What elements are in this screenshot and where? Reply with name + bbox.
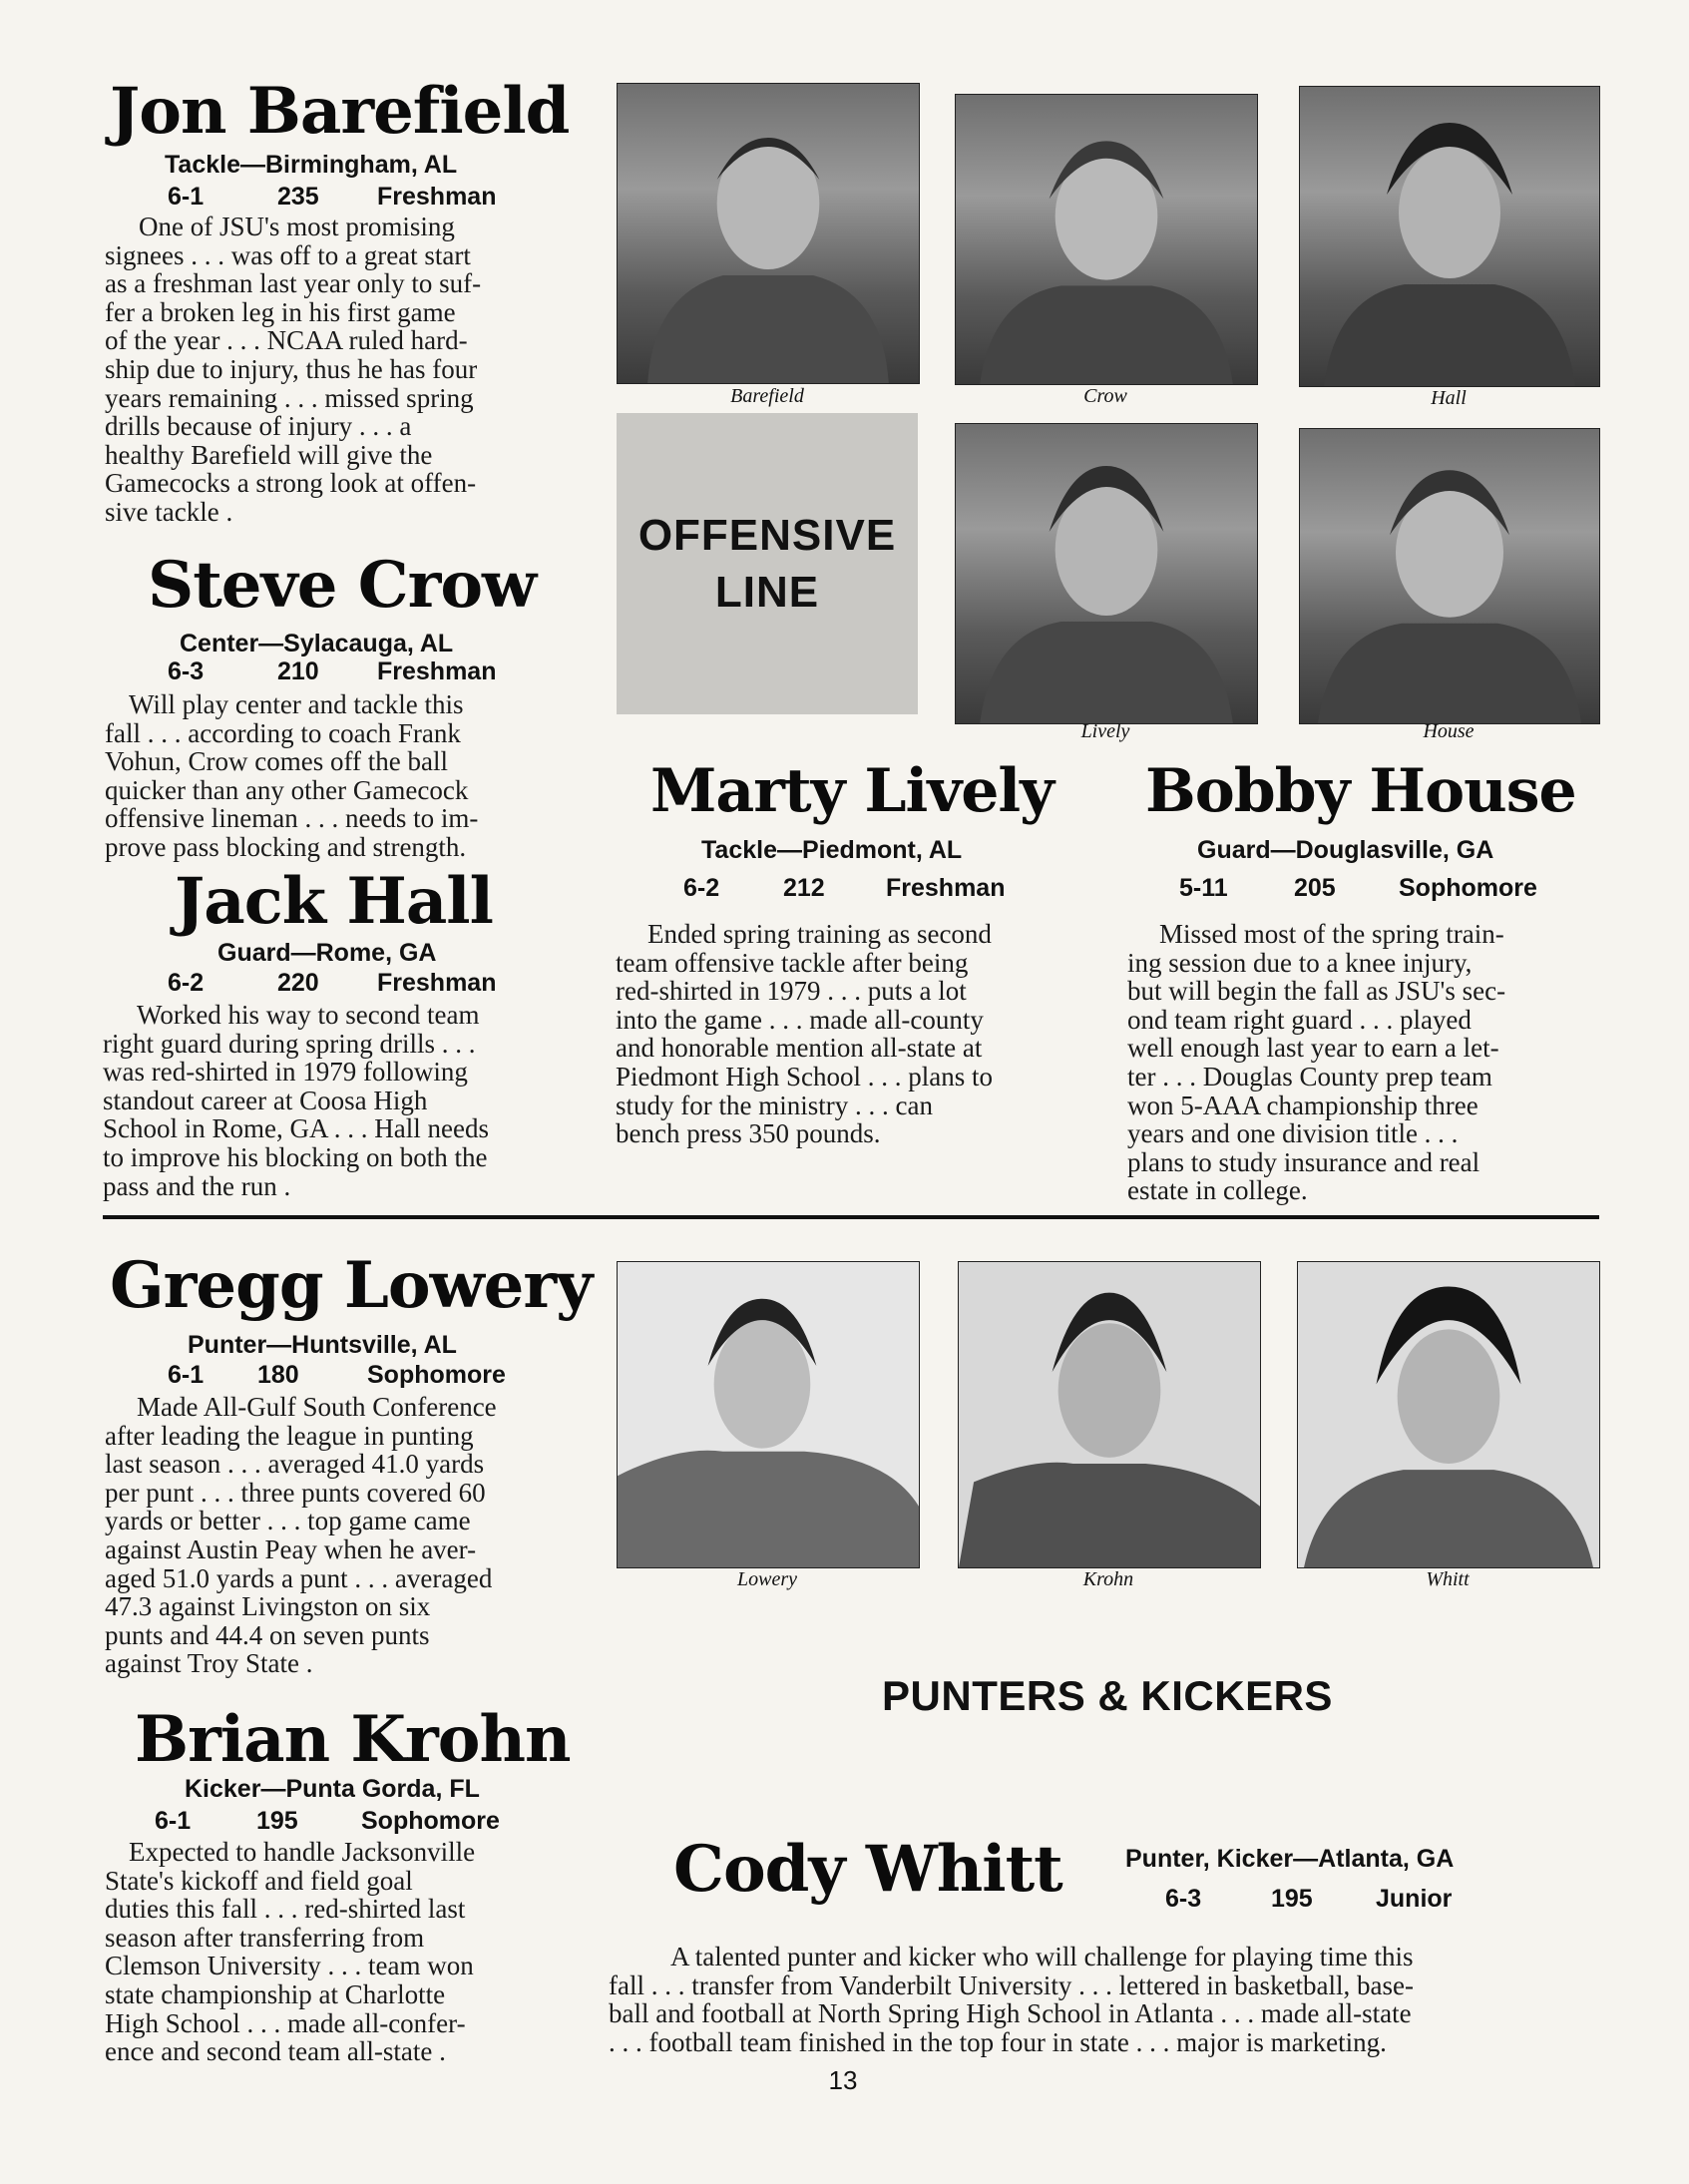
bio-line: healthy Barefield will give the (105, 439, 433, 470)
player-photo-lowery (617, 1261, 920, 1568)
bio-line: Missed most of the spring train- (1159, 919, 1504, 949)
bio-line: Will play center and tackle this (129, 689, 464, 719)
player-weight: 235 (277, 183, 319, 211)
bio-line: estate in college. (1127, 1175, 1308, 1206)
bio-line: well enough last year to earn a let- (1127, 1033, 1499, 1064)
bio-line: Clemson University . . . team won (105, 1951, 474, 1981)
player-height: 6-3 (168, 657, 205, 685)
player-bio-krohn (105, 1838, 574, 2066)
player-name-krohn: Brian Krohn (135, 1702, 571, 1777)
player-name-crow: Steve Crow (148, 548, 537, 623)
bio-line: Worked his way to second team (137, 1000, 480, 1030)
bio-line: signees . . . was off to a great start (105, 239, 471, 270)
player-stats-barefield (168, 182, 496, 212)
bio-line: quicker than any other Gamecock (105, 774, 469, 805)
player-class: Freshman (886, 874, 1006, 902)
player-weight: 180 (257, 1361, 299, 1389)
bio-line: after leading the league in punting (105, 1420, 474, 1451)
player-bio-lowery (105, 1393, 584, 1678)
bio-line: years and one division title . . . (1127, 1118, 1459, 1149)
photo-caption-house: House (1423, 720, 1475, 742)
player-position-lively: Tackle—Piedmont, AL (701, 836, 963, 864)
bio-line: yards or better . . . top game came (105, 1506, 471, 1536)
bio-line: School in Rome, GA . . . Hall needs (103, 1113, 489, 1144)
player-position-hall: Guard—Rome, GA (217, 939, 437, 967)
player-photo-crow (955, 94, 1258, 385)
player-stats-lively (683, 873, 1005, 903)
photo-caption-crow: Crow (1083, 385, 1127, 407)
player-height: 6-3 (1165, 1885, 1202, 1913)
player-bio-barefield (105, 213, 574, 527)
bio-line: 47.3 against Livingston on six (105, 1591, 431, 1622)
player-class: Sophomore (367, 1361, 506, 1389)
bio-line: drills because of injury . . . a (105, 411, 412, 442)
bio-line: standout career at Coosa High (103, 1085, 428, 1115)
portrait-icon (618, 84, 919, 383)
bio-line: aged 51.0 yards a punt . . . averaged (105, 1562, 493, 1593)
portrait-icon (956, 95, 1257, 384)
player-stats-hall (168, 968, 496, 998)
bio-line: Piedmont High School . . . plans to (616, 1061, 993, 1092)
bio-line: Ended spring training as second (647, 919, 992, 949)
player-height: 5-11 (1179, 874, 1228, 902)
player-stats-krohn (155, 1806, 500, 1836)
bio-line: Expected to handle Jacksonville (129, 1837, 476, 1867)
portrait-icon (956, 424, 1257, 723)
bio-line: punts and 44.4 on seven punts (105, 1619, 430, 1650)
bio-line: One of JSU's most promising (139, 212, 455, 241)
player-stats-whitt (1165, 1884, 1452, 1914)
player-class: Freshman (377, 657, 497, 685)
bio-line: but will begin the fall as JSU's sec- (1127, 976, 1506, 1007)
player-class: Junior (1376, 1885, 1453, 1913)
bio-line: A talented punter and kicker who will challenge for playing time this (670, 1942, 1414, 1971)
photo-caption-hall: Hall (1431, 387, 1467, 409)
player-weight: 205 (1294, 874, 1336, 902)
bio-line: red-shirted in 1979 . . . puts a lot (616, 976, 967, 1007)
bio-line: to improve his blocking on both the (103, 1141, 488, 1172)
bio-line: per punt . . . three punts covered 60 (105, 1477, 486, 1508)
bio-line: was red-shirted in 1979 following (103, 1057, 468, 1088)
player-bio-crow (105, 690, 584, 862)
offensive-line-heading-line2: LINE (714, 568, 820, 617)
player-bio-lively (616, 920, 1084, 1148)
bio-line: against Troy State . (105, 1648, 313, 1679)
player-class: Sophomore (361, 1807, 500, 1835)
portrait-icon (1298, 1262, 1599, 1567)
player-bio-whitt (609, 1943, 1606, 2056)
player-name-hall: Jack Hall (175, 864, 493, 939)
player-position-house: Guard—Douglasville, GA (1197, 836, 1494, 864)
bio-line: duties this fall . . . red-shirted last (105, 1894, 466, 1925)
page-number: 13 (828, 2065, 858, 2095)
player-class: Freshman (377, 183, 497, 211)
player-photo-house (1299, 428, 1600, 724)
player-bio-house (1127, 920, 1601, 1205)
bio-line: pass and the run . (103, 1170, 291, 1201)
punters-kickers-heading: PUNTERS & KICKERS (882, 1672, 1333, 1719)
bio-line: ence and second team all-state . (105, 2036, 446, 2067)
portrait-icon (1300, 87, 1599, 386)
player-position-lowery: Punter—Huntsville, AL (188, 1331, 457, 1359)
bio-line: against Austin Peay when he aver- (105, 1533, 477, 1564)
bio-line: right guard during spring drills . . . (103, 1028, 476, 1059)
bio-line: ond team right guard . . . played (1127, 1004, 1472, 1035)
bio-line: offensive lineman . . . needs to im- (105, 803, 479, 834)
bio-line: ing session due to a knee injury, (1127, 947, 1473, 978)
player-stats-house (1179, 873, 1537, 903)
bio-line: as a freshman last year only to suf- (105, 268, 482, 299)
player-position-whitt: Punter, Kicker—Atlanta, GA (1125, 1845, 1455, 1873)
photo-caption-whitt: Whitt (1426, 1568, 1470, 1590)
photo-caption-krohn: Krohn (1082, 1568, 1134, 1590)
player-photo-lively (955, 423, 1258, 724)
player-weight: 195 (256, 1807, 298, 1835)
player-photo-whitt (1297, 1261, 1600, 1568)
player-name-house: Bobby House (1145, 756, 1576, 826)
player-class: Freshman (377, 969, 497, 997)
player-weight: 212 (783, 874, 825, 902)
bio-line: High School . . . made all-confer- (105, 2007, 466, 2038)
player-photo-hall (1299, 86, 1600, 387)
player-name-barefield: Jon Barefield (110, 74, 570, 149)
bio-line: fer a broken leg in his first game (105, 296, 456, 327)
bio-line: last season . . . averaged 41.0 yards (105, 1449, 485, 1480)
bio-line: ter . . . Douglas County prep team (1127, 1061, 1492, 1092)
bio-line: won 5-AAA championship three (1127, 1090, 1478, 1120)
player-photo-barefield (617, 83, 920, 384)
player-bio-hall (103, 1001, 582, 1200)
player-height: 6-2 (683, 874, 720, 902)
portrait-icon (1300, 429, 1599, 723)
player-stats-crow (168, 656, 496, 686)
player-name-whitt: Cody Whitt (673, 1832, 1062, 1907)
bio-line: State's kickoff and field goal (105, 1865, 413, 1896)
player-weight: 210 (277, 657, 319, 685)
bio-line: fall . . . according to coach Frank (105, 717, 461, 748)
section-divider (103, 1215, 1599, 1219)
photo-caption-barefield: Barefield (730, 385, 804, 407)
bio-line: ship due to injury, thus he has four (105, 353, 478, 384)
bio-line: Gamecocks a strong look at offen- (105, 468, 477, 499)
player-position-krohn: Kicker—Punta Gorda, FL (185, 1775, 480, 1803)
bio-line: sive tackle . (105, 496, 233, 527)
player-weight: 220 (277, 969, 319, 997)
player-name-lively: Marty Lively (650, 756, 1055, 826)
offensive-line-heading: OFFENSIVE (637, 510, 897, 560)
player-height: 6-1 (168, 183, 205, 211)
photo-caption-lively: Lively (1080, 720, 1130, 742)
portrait-icon (618, 1262, 919, 1567)
bio-line: team offensive tackle after being (616, 947, 969, 978)
player-height: 6-1 (155, 1807, 192, 1835)
player-stats-lowery (168, 1360, 506, 1390)
player-height: 6-1 (168, 1361, 205, 1389)
player-class: Sophomore (1399, 874, 1537, 902)
player-weight: 195 (1271, 1885, 1313, 1913)
bio-line: fall . . . transfer from Vanderbilt University . . . lettered in basketball, base- (609, 1969, 1415, 2000)
offensive-line-heading-box (617, 413, 918, 714)
photo-caption-lowery: Lowery (737, 1568, 797, 1590)
bio-line: Vohun, Crow comes off the ball (105, 746, 448, 777)
player-photo-krohn (958, 1261, 1261, 1568)
bio-line: . . . football team finished in the top four in state . . . major is marketing. (609, 2026, 1387, 2057)
bio-line: ball and football at North Spring High School in Atlanta . . . made all-state (609, 1998, 1412, 2029)
player-position-crow: Center—Sylacauga, AL (180, 630, 454, 657)
portrait-icon (959, 1262, 1260, 1567)
bio-line: of the year . . . NCAA ruled hard- (105, 325, 468, 356)
bio-line: study for the ministry . . . can (616, 1090, 933, 1120)
bio-line: season after transferring from (105, 1922, 425, 1953)
bio-line: prove pass blocking and strength. (105, 831, 467, 862)
player-position-barefield: Tackle—Birmingham, AL (165, 151, 458, 179)
player-height: 6-2 (168, 969, 205, 997)
bio-line: Made All-Gulf South Conference (137, 1392, 497, 1422)
bio-line: and honorable mention all-state at (616, 1033, 983, 1064)
bio-line: into the game . . . made all-county (616, 1004, 984, 1035)
bio-line: state championship at Charlotte (105, 1978, 446, 2009)
player-name-lowery: Gregg Lowery (110, 1248, 593, 1323)
bio-line: bench press 350 pounds. (616, 1118, 881, 1149)
bio-line: years remaining . . . missed spring (105, 382, 474, 413)
bio-line: plans to study insurance and real (1127, 1146, 1480, 1177)
